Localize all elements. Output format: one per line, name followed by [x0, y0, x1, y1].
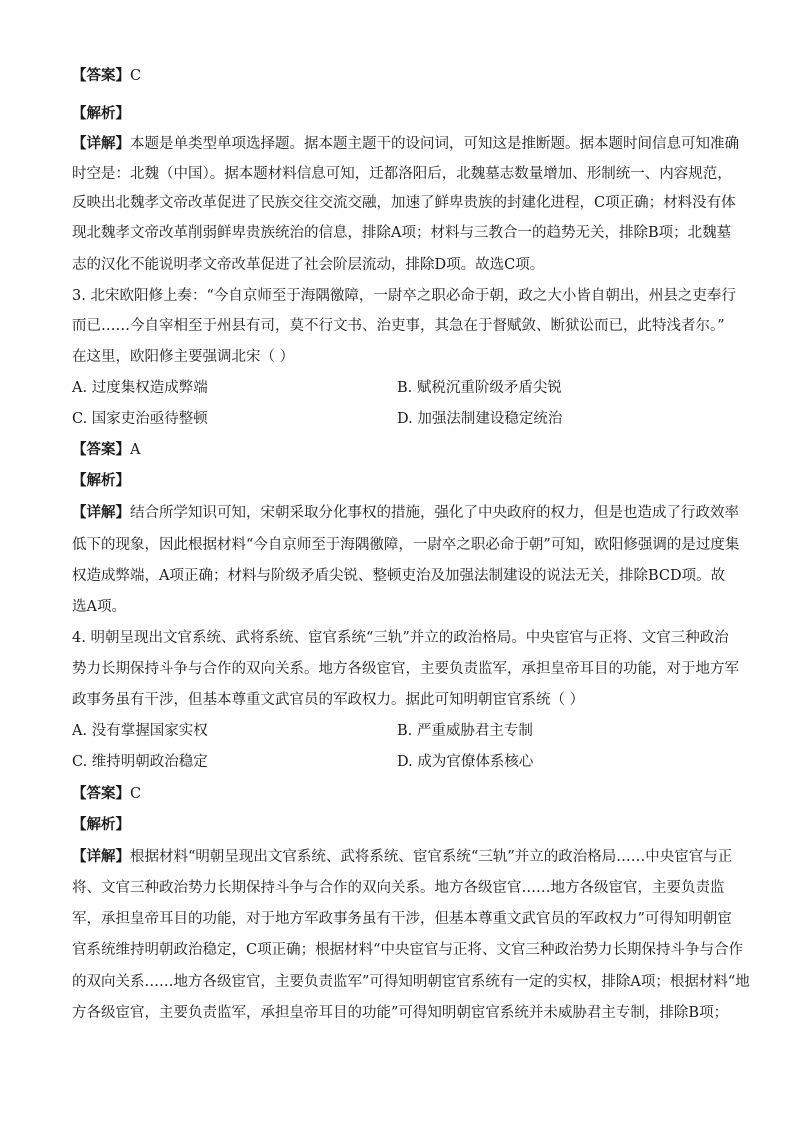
q4-option-c: C. 维持明朝政治稳定	[72, 754, 208, 770]
detail-text: 结合所学知识可知，宋朝采取分化事权的措施，强化了中央政府的权力，但是也造成了行政效率	[130, 505, 739, 521]
q3-stem-line: 而已……今自宰相至于州县有司，莫不行文书、治吏事，其急在于督赋敛、断狱讼而已，此特浅者尔。”	[72, 318, 725, 334]
q4-answer-line	[72, 784, 141, 804]
answer-tag: 【答案】	[72, 441, 130, 458]
answer-value: C	[130, 786, 142, 802]
q4-stem-line: 势力长期保持斗争与合作的双向关系。地方各级宦官，主要负责监军，承担皇帝耳目的功能，对于地方军	[72, 661, 739, 677]
q2-detail-line: 反映出北魏孝文帝改革促进了民族交往交流交融，加速了鲜卑贵族的封建化进程，C项正确；材料没有体	[72, 195, 736, 211]
q3-analysis-tag: 【解析】	[72, 472, 130, 489]
detail-tag: 【详解】	[72, 848, 130, 865]
q4-detail-line: 方各级宦官，主要负责监军，承担皇帝耳目的功能”可得知明朝宦官系统并未威胁君主专制，排除B项；	[72, 1005, 729, 1021]
q4-detail-line	[72, 847, 732, 867]
q3-option-d: D. 加强法制建设稳定统治	[397, 411, 563, 427]
q4-detail-line: 将、文官三种政治势力长期保持斗争与合作的双向关系。地方各级宦官……地方各级宦官，主要负责监	[72, 880, 725, 896]
q4-option-b: B. 严重威胁君主专制	[397, 723, 533, 739]
q4-detail-line: 官系统维持明朝政治稳定，C项正确；根据材料“中央宦官与正将、文官三种政治势力长期保持斗争与合作	[72, 942, 744, 958]
detail-tag: 【详解】	[72, 135, 130, 152]
detail-tag: 【详解】	[72, 504, 130, 521]
answer-value: C	[130, 68, 142, 84]
q3-option-a: A. 过度集权造成弊端	[72, 380, 208, 396]
q3-option-c: C. 国家吏治亟待整顿	[72, 411, 208, 427]
q2-answer-line	[72, 66, 141, 86]
q4-detail-line: 的双向关系……地方各级宦官，主要负责监军”可得知明朝宦官系统有一定的实权，排除A项；根据材料“地	[72, 974, 750, 990]
q3-answer-line	[72, 440, 140, 460]
answer-value: A	[130, 442, 141, 458]
q3-detail-line	[72, 503, 739, 523]
q2-detail-line	[72, 134, 739, 154]
detail-text: 本题是单类型单项选择题。据本题主题干的设问词，可知这是推断题。据本题时间信息可知准确	[130, 136, 739, 152]
q4-stem-line: 4. 明朝呈现出文官系统、武将系统、宦官系统“三轨”并立的政治格局。中央宦官与正将、文官三种政治	[72, 630, 729, 646]
answer-tag: 【答案】	[72, 67, 130, 84]
q3-stem-line: 在这里，欧阳修主要强调北宋（ ）	[72, 349, 295, 365]
q3-option-b: B. 赋税沉重阶级矛盾尖锐	[397, 380, 562, 396]
q4-detail-line: 军，承担皇帝耳目的功能，对于地方军政事务虽有干涉，但基本尊重文武官员的军政权力”可得知明朝宦	[72, 911, 732, 927]
q2-detail-line: 现北魏孝文帝改革削弱鲜卑贵族统治的信息，排除A项；材料与三教合一的趋势无关，排除B项；北魏墓	[72, 225, 732, 241]
q3-detail-line: 权造成弊端，A项正确；材料与阶级矛盾尖锐、整顿吏治及加强法制建设的说法无关，排除BCD项。故	[72, 568, 726, 584]
q3-detail-line: 低下的现象，因此根据材料“今自京师至于海隅徼障，一尉卒之职必命于朝”可知，欧阳修强调的是过度集	[72, 537, 740, 553]
answer-tag: 【答案】	[72, 785, 130, 802]
q3-stem-line: 3. 北宋欧阳修上奏：“今自京师至于海隅徼障，一尉卒之职必命于朝，政之大小皆自朝出，州县之吏奉行	[72, 288, 736, 304]
q4-stem-line: 政事务虽有干涉，但基本尊重文武官员的军政权力。据此可知明朝宦官系统（ ）	[72, 692, 585, 708]
q2-detail-line: 志的汉化不能说明孝文帝改革促进了社会阶层流动，排除D项。故选C项。	[72, 257, 545, 273]
q4-option-d: D. 成为官僚体系核心	[397, 754, 534, 770]
detail-text: 根据材料“明朝呈现出文官系统、武将系统、宦官系统“三轨”并立的政治格局……中央宦官与正	[130, 849, 733, 865]
q2-detail-line: 时空是：北魏（中国）。据本题材料信息可知，迁都洛阳后，北魏墓志数量增加、形制统一、内容规范，	[72, 166, 732, 182]
q2-analysis-tag: 【解析】	[72, 105, 130, 122]
q3-detail-line: 选A项。	[72, 599, 126, 615]
q4-analysis-tag: 【解析】	[72, 816, 130, 833]
q4-option-a: A. 没有掌握国家实权	[72, 723, 208, 739]
